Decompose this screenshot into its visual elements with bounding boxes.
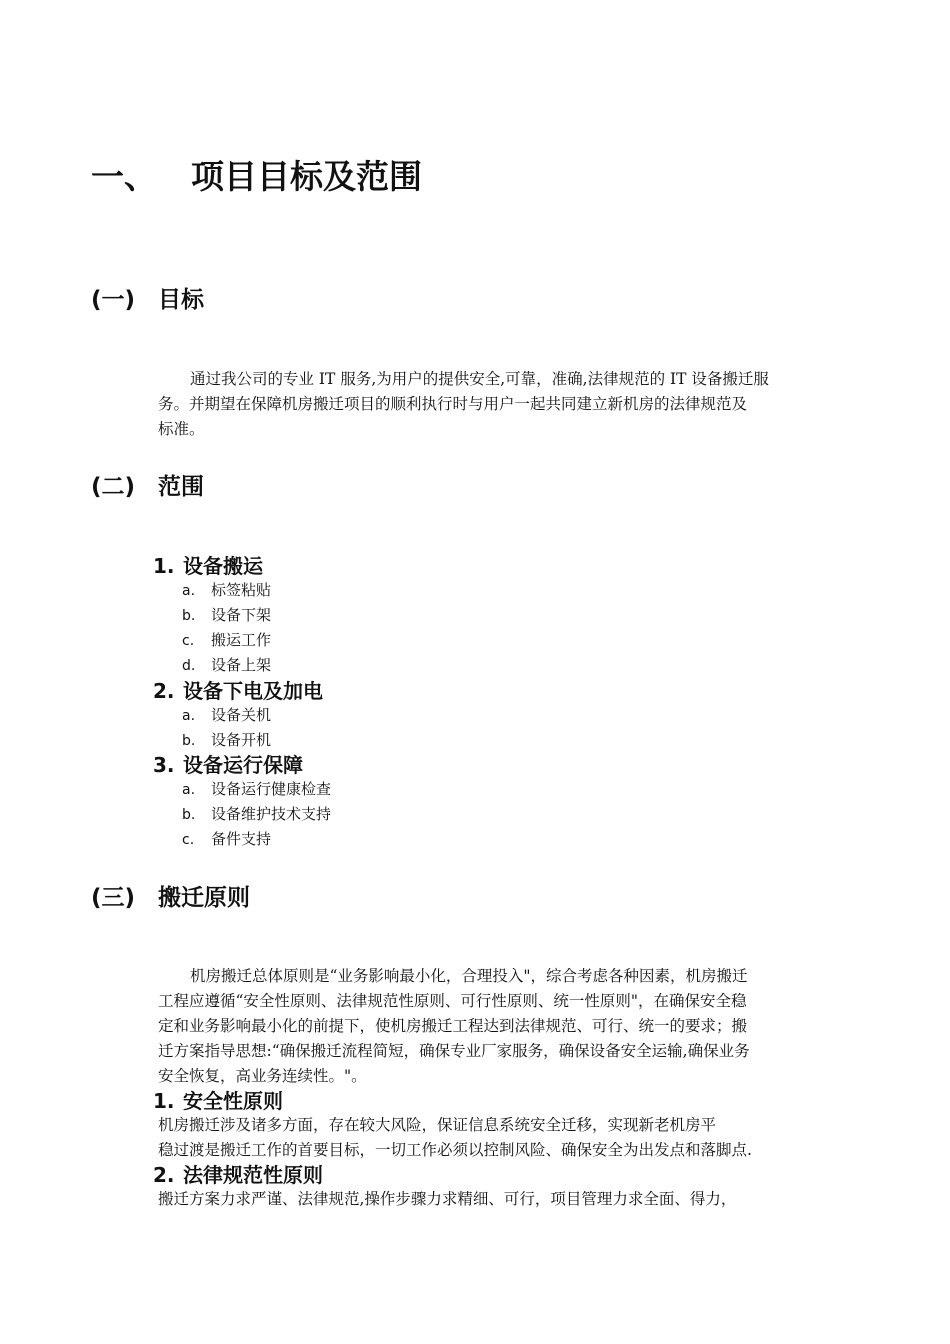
list-item: [182, 703, 271, 729]
section-number: (三): [91, 885, 136, 911]
list-item: [182, 578, 271, 604]
list-item-text: 设备上架: [211, 656, 272, 674]
group-number: 1.: [153, 554, 175, 578]
list-marker: d.: [182, 658, 196, 674]
group-title: 设备搬运: [183, 554, 263, 578]
list-marker: c.: [182, 633, 195, 649]
paragraph-line: 安全恢复，高业务连续性。"。: [158, 1067, 367, 1085]
principle-title: 法律规范性原则: [183, 1163, 323, 1187]
list-item-text: 设备关机: [211, 706, 272, 724]
principle-heading-safety: [153, 1088, 283, 1114]
section-number: (一): [91, 287, 136, 313]
goal-paragraph: [158, 367, 818, 442]
list-item-text: 搬运工作: [211, 631, 272, 649]
list-item: [182, 827, 271, 853]
section-title: 目标: [158, 287, 204, 313]
list-item: [182, 777, 331, 803]
list-item-text: 设备运行健康检查: [211, 780, 332, 798]
list-item: [182, 603, 271, 629]
safety-paragraph: [158, 1113, 818, 1163]
paragraph-line: 迁方案指导思想:“确保搬迁流程简短，确保专业厂家服务，确保设备安全运输,确保业务: [158, 1042, 750, 1060]
principle-number: 2.: [153, 1163, 175, 1187]
list-marker: b.: [182, 608, 196, 624]
section-number: (二): [91, 474, 136, 500]
section-title: 范围: [158, 474, 204, 500]
principle-number: 1.: [153, 1089, 175, 1113]
list-marker: c.: [182, 832, 195, 848]
paragraph-line: 稳过渡是搬迁工作的首要目标，一切工作必须以控制风险、确保安全为出发点和落脚点.: [158, 1141, 752, 1159]
scope-group-heading: [153, 752, 303, 778]
paragraph-line: 机房搬迁涉及诸多方面，存在较大风险，保证信息系统安全迁移，实现新老机房平: [158, 1116, 717, 1134]
paragraph-line: 务。并期望在保障机房搬迁项目的顺利执行时与用户一起共同建立新机房的法律规范及: [158, 395, 748, 413]
group-number: 3.: [153, 753, 175, 777]
legal-paragraph: [158, 1187, 818, 1212]
paragraph-line: 通过我公司的专业 IT 服务,为用户的提供安全,可靠，准确,法律规范的 IT 设备搬迁服: [190, 370, 769, 388]
paragraph-line: 标准。: [158, 420, 205, 438]
scope-group-heading: [153, 553, 263, 579]
section-title: 搬迁原则: [158, 885, 250, 911]
group-title: 设备运行保障: [183, 753, 303, 777]
list-item-text: 设备下架: [211, 606, 272, 624]
list-item-text: 备件支持: [211, 830, 272, 848]
list-item: [182, 728, 271, 754]
group-title: 设备下电及加电: [183, 679, 323, 703]
heading-1-title: 项目目标及范围: [191, 157, 422, 196]
paragraph-line: 搬迁方案力求严谨、法律规范,操作步骤力求精细、可行，项目管理力求全面、得力，: [158, 1190, 737, 1208]
principles-paragraph: [158, 964, 818, 1089]
group-number: 2.: [153, 679, 175, 703]
list-marker: b.: [182, 807, 196, 823]
list-item-text: 设备维护技术支持: [211, 805, 332, 823]
principle-title: 安全性原则: [183, 1089, 283, 1113]
list-marker: a.: [182, 583, 196, 599]
list-marker: b.: [182, 733, 196, 749]
list-item: [182, 628, 271, 654]
list-item-text: 标签粘贴: [211, 581, 272, 599]
list-item-text: 设备开机: [211, 731, 272, 749]
list-item: [182, 653, 271, 679]
principle-heading-legal: [153, 1162, 323, 1188]
heading-1-number: 一、: [91, 157, 157, 196]
scope-group-heading: [153, 678, 323, 704]
paragraph-line: 定和业务影响最小化的前提下，使机房搬迁工程达到法律规范、可行、统一的要求；搬: [158, 1017, 748, 1035]
paragraph-line: 机房搬迁总体原则是“业务影响最小化，合理投入"，综合考虑各种因素，机房搬迁: [190, 967, 748, 985]
list-item: [182, 802, 331, 828]
paragraph-line: 工程应遵循“安全性原则、法律规范性原则、可行性原则、统一性原则"，在确保安全稳: [158, 992, 747, 1010]
list-marker: a.: [182, 782, 196, 798]
list-marker: a.: [182, 708, 196, 724]
